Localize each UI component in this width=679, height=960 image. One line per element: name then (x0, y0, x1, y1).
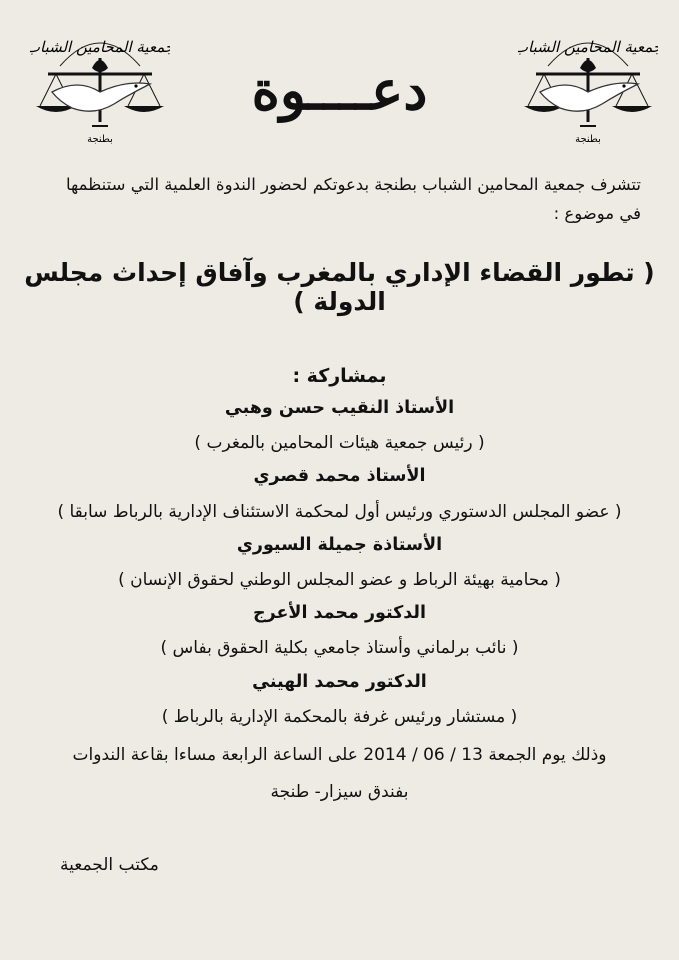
logo-city: بطنجة (575, 134, 601, 145)
participant-name: الأستاذ النقيب حسن وهبي (224, 398, 455, 418)
intro-line: في موضوع : (553, 204, 641, 223)
logo-association-name: جمعية المحامين الشباب (518, 38, 658, 56)
participant-name: الأستاذ محمد قصري (253, 466, 426, 486)
event-date-time: وذلك يوم الجمعة 13 / 06 / 2014 على الساعة الرابعة مساءا بقاعة الندوات (72, 745, 607, 765)
signature: مكتب الجمعية (60, 855, 159, 875)
intro-paragraph (41, 170, 641, 228)
logo-city: بطنجة (87, 134, 113, 145)
participant-role: ( رئيس جمعية هيئات المحامين بالمغرب ) (194, 433, 485, 453)
participant-role: ( مستشار ورئيس غرفة بالمحكمة الإدارية بالرباط ) (161, 707, 518, 727)
participant-role: ( عضو المجلس الدستوري ورئيس أول لمحكمة الاستئناف الإدارية بالرباط سابقا ) (57, 502, 622, 522)
logo-association-name: جمعية المحامين الشباب (30, 38, 170, 56)
participant-name: الدكتور محمد الأعرج (252, 603, 426, 623)
participant-name: الأستاذة جميلة السيوري (236, 535, 443, 555)
participant-role: ( نائب برلماني وأستاذ جامعي بكلية الحقوق بفاس ) (160, 638, 519, 658)
intro-line: تتشرف جمعية المحامين الشباب بطنجة بدعوتكم لحضور الندوة العلمية التي ستنظمها (65, 175, 641, 194)
page-title: دعــــوة (251, 58, 428, 122)
seminar-subject: ( تطور القضاء الإداري بالمغرب وآفاق إحداث مجلس الدولة ) (24, 258, 655, 316)
participant-role: ( محامية بهيئة الرباط و عضو المجلس الوطني لحقوق الإنسان ) (118, 570, 561, 590)
participant-name: الدكتور محمد الهيني (252, 672, 427, 692)
participants-heading: بمشاركة : (292, 365, 387, 387)
event-venue: بفندق سيزار- طنجة (270, 782, 409, 802)
